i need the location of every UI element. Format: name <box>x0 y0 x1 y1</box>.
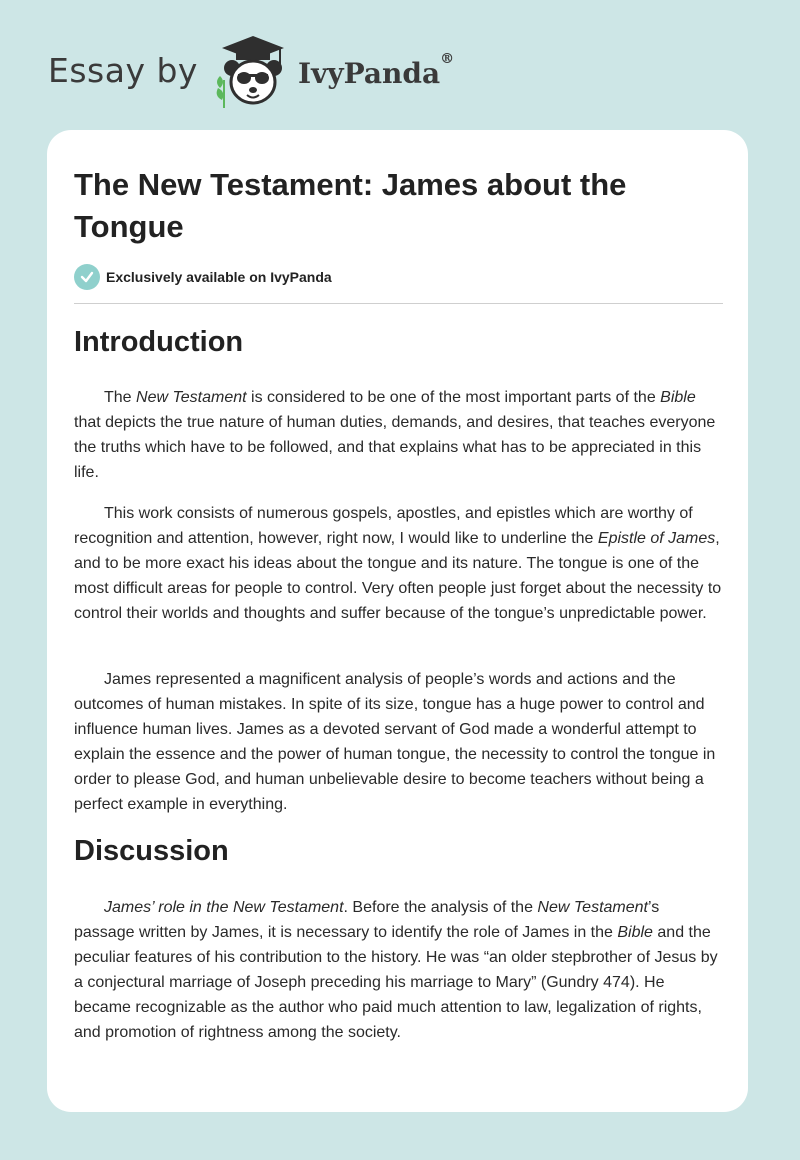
introduction-heading: Introduction <box>74 326 244 358</box>
divider <box>74 303 723 304</box>
exclusive-badge <box>74 264 332 290</box>
brand-header[interactable] <box>48 30 468 110</box>
exclusive-text: Exclusively available on IvyPanda <box>106 269 332 285</box>
paragraph-1: The New Testament is considered to be one of the most important parts of the Bible that depicts the true nature of human duties, demands, and desires, that teaches everyone the truths which have to be followed, and that explains what has to be appreciated in this life. <box>74 389 716 481</box>
discussion-heading: Discussion <box>74 835 229 867</box>
essay-card <box>47 130 748 1112</box>
panda-logo-icon <box>212 30 294 110</box>
essay-by-label: Essay by <box>48 50 198 90</box>
brand-name: IvyPanda® <box>297 50 455 90</box>
paragraph-3: James represented a magnificent analysis of people’s words and actions and the outcomes of human mistakes. In spite of its size, tongue has a huge power to control and influence human lives. James as a devoted servant of God made a wonderful attempt to explain the essence and the power of human tongue, the necessity to control the tongue in order to please God, and human unbelievable desire to become teachers without being a perfect example in everything. <box>74 671 716 813</box>
paragraph-4: James’ role in the New Testament. Before the analysis of the New Testament’s passage written by James, it is necessary to identify the role of James in the Bible and the peculiar features of his contribution to the history. He was “an older stepbrother of Jesus by a conjectural marriage of Joseph preceding his marriage to Mary” (Gundry 474). He became recognizable as the author who paid much attention to law, legalization of rights, and promotion of rightness among the society. <box>74 899 718 1041</box>
paragraph-2: This work consists of numerous gospels, apostles, and epistles which are worthy of recognition and attention, however, right now, I would like to underline the Epistle of James, and to be more exact his ideas about the tongue and its nature. The tongue is one of the most difficult areas for people to control. Very often people just forget about the necessity to control their worlds and thoughts and suffer because of the tongue’s unpredictable power. <box>74 505 722 622</box>
check-icon <box>74 264 100 290</box>
page-title: The New Testament: James about the Tongue <box>74 167 627 244</box>
